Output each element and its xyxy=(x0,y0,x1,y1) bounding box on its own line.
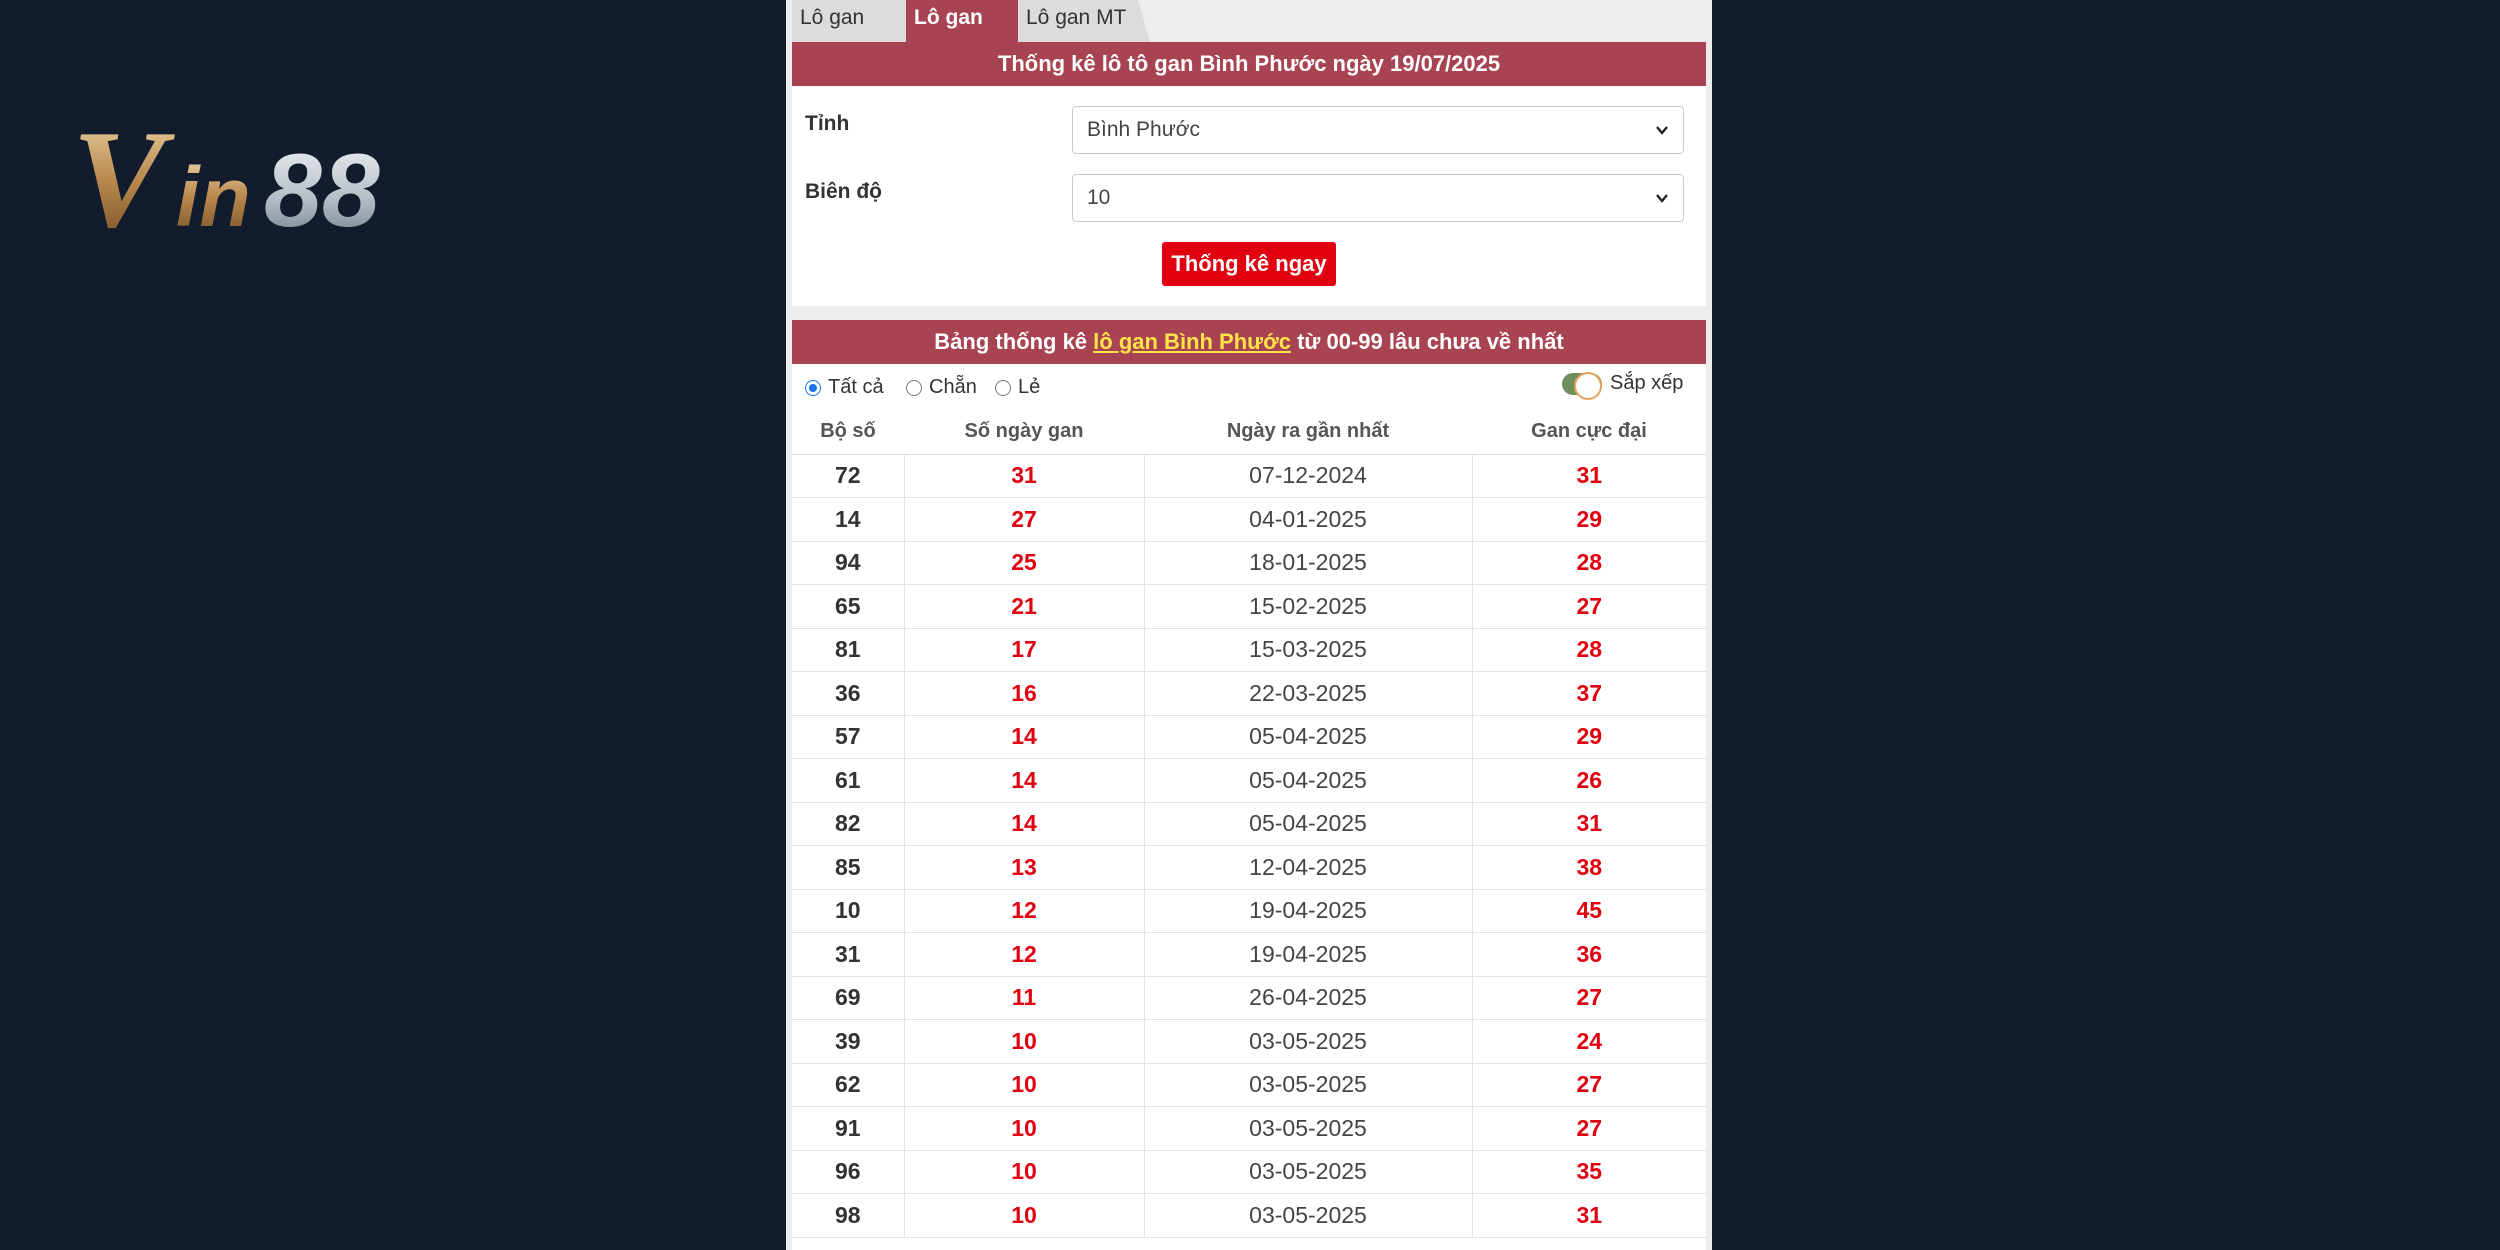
cell-last-date: 03-05-2025 xyxy=(1144,1150,1472,1194)
cell-gan-days: 25 xyxy=(904,541,1144,585)
cell-number: 31 xyxy=(792,933,904,977)
cell-gan-days: 10 xyxy=(904,1194,1144,1238)
table-row xyxy=(792,1150,1706,1194)
cell-number: 69 xyxy=(792,976,904,1020)
province-select[interactable] xyxy=(1072,106,1684,154)
cell-max-gan: 37 xyxy=(1472,672,1706,716)
cell-last-date: 05-04-2025 xyxy=(1144,759,1472,803)
cell-gan-days: 10 xyxy=(904,1150,1144,1194)
cell-gan-days: 10 xyxy=(904,1107,1144,1151)
cell-gan-days: 16 xyxy=(904,672,1144,716)
table-title-suffix: từ 00-99 lâu chưa về nhất xyxy=(1297,329,1564,354)
cell-last-date: 04-01-2025 xyxy=(1144,498,1472,542)
range-row xyxy=(792,170,1706,220)
radio-unchecked-icon xyxy=(906,380,922,396)
table-header-row xyxy=(792,410,1706,454)
cell-last-date: 03-05-2025 xyxy=(1144,1194,1472,1238)
radio-unchecked-icon xyxy=(995,380,1011,396)
cell-number: 62 xyxy=(792,1063,904,1107)
table-row xyxy=(792,1063,1706,1107)
table-title-prefix: Bảng thống kê xyxy=(934,329,1088,354)
filter-all-radio[interactable] xyxy=(805,376,884,399)
province-row xyxy=(792,102,1706,152)
cell-number: 72 xyxy=(792,454,904,498)
col-header-max-gan: Gan cực đại xyxy=(1472,410,1706,454)
cell-max-gan: 27 xyxy=(1472,1107,1706,1151)
table-row xyxy=(792,1194,1706,1238)
cell-gan-days: 14 xyxy=(904,759,1144,803)
radio-checked-icon xyxy=(805,380,821,396)
stats-form-title: Thống kê lô tô gan Bình Phước ngày 19/07/2025 xyxy=(792,42,1706,86)
svg-text:88: 88 xyxy=(264,133,380,245)
table-row xyxy=(792,1107,1706,1151)
content-panel xyxy=(786,0,1712,1250)
table-row xyxy=(792,454,1706,498)
cell-number: 81 xyxy=(792,628,904,672)
cell-number: 36 xyxy=(792,672,904,716)
cell-gan-days: 13 xyxy=(904,846,1144,890)
cell-last-date: 19-04-2025 xyxy=(1144,933,1472,977)
cell-max-gan: 45 xyxy=(1472,889,1706,933)
cell-last-date: 03-05-2025 xyxy=(1144,1107,1472,1151)
cell-number: 57 xyxy=(792,715,904,759)
cell-max-gan: 26 xyxy=(1472,759,1706,803)
table-row xyxy=(792,802,1706,846)
cell-max-gan: 31 xyxy=(1472,802,1706,846)
cell-gan-days: 12 xyxy=(904,889,1144,933)
vin88-logo[interactable] xyxy=(68,110,458,245)
cell-number: 85 xyxy=(792,846,904,890)
cell-number: 65 xyxy=(792,585,904,629)
region-tabs xyxy=(792,0,1706,42)
cell-number: 98 xyxy=(792,1194,904,1238)
cell-max-gan: 28 xyxy=(1472,628,1706,672)
cell-gan-days: 10 xyxy=(904,1020,1144,1064)
table-row xyxy=(792,1020,1706,1064)
filter-bar xyxy=(792,364,1706,410)
cell-max-gan: 28 xyxy=(1472,541,1706,585)
table-row xyxy=(792,585,1706,629)
cell-number: 10 xyxy=(792,889,904,933)
cell-gan-days: 14 xyxy=(904,715,1144,759)
cell-number: 39 xyxy=(792,1020,904,1064)
tab-lo-gan-mt[interactable]: Lô gan MT xyxy=(1018,0,1138,42)
cell-last-date: 07-12-2024 xyxy=(1144,454,1472,498)
cell-max-gan: 36 xyxy=(1472,933,1706,977)
col-header-last-date: Ngày ra gần nhất xyxy=(1144,410,1472,454)
cell-number: 94 xyxy=(792,541,904,585)
stats-table-card xyxy=(792,320,1706,1250)
chevron-down-icon xyxy=(1655,123,1669,137)
cell-number: 96 xyxy=(792,1150,904,1194)
table-row xyxy=(792,759,1706,803)
cell-max-gan: 27 xyxy=(1472,1063,1706,1107)
cell-last-date: 22-03-2025 xyxy=(1144,672,1472,716)
cell-last-date: 05-04-2025 xyxy=(1144,802,1472,846)
cell-gan-days: 17 xyxy=(904,628,1144,672)
toggle-switch-icon xyxy=(1562,373,1602,395)
table-title-link[interactable]: lô gan Bình Phước xyxy=(1093,329,1291,354)
cell-number: 82 xyxy=(792,802,904,846)
cell-max-gan: 29 xyxy=(1472,498,1706,542)
filter-odd-label: Lẻ xyxy=(1018,376,1041,398)
stats-form-card xyxy=(792,42,1706,306)
table-row xyxy=(792,933,1706,977)
cell-gan-days: 14 xyxy=(904,802,1144,846)
table-row xyxy=(792,889,1706,933)
cell-last-date: 19-04-2025 xyxy=(1144,889,1472,933)
cell-gan-days: 31 xyxy=(904,454,1144,498)
cell-max-gan: 31 xyxy=(1472,1194,1706,1238)
svg-text:V: V xyxy=(72,110,166,245)
table-row xyxy=(792,498,1706,542)
lo-gan-table xyxy=(792,410,1706,1238)
cell-max-gan: 27 xyxy=(1472,585,1706,629)
filter-even-radio[interactable] xyxy=(906,376,977,399)
cell-last-date: 03-05-2025 xyxy=(1144,1063,1472,1107)
range-value: 10 xyxy=(1087,186,1111,209)
province-label: Tỉnh xyxy=(805,112,850,135)
col-header-number: Bộ số xyxy=(792,410,904,454)
cell-last-date: 05-04-2025 xyxy=(1144,715,1472,759)
sort-toggle[interactable] xyxy=(1562,372,1683,395)
cell-last-date: 18-01-2025 xyxy=(1144,541,1472,585)
sort-label: Sắp xếp xyxy=(1610,372,1684,394)
cell-gan-days: 11 xyxy=(904,976,1144,1020)
cell-number: 91 xyxy=(792,1107,904,1151)
tab-lo-gan-mb[interactable]: Lô gan xyxy=(792,0,906,42)
chevron-down-icon xyxy=(1655,191,1669,205)
range-label: Biên độ xyxy=(805,180,882,203)
table-row xyxy=(792,846,1706,890)
table-title xyxy=(792,320,1706,364)
cell-gan-days: 27 xyxy=(904,498,1144,542)
filter-even-label: Chẵn xyxy=(929,376,977,398)
range-select[interactable] xyxy=(1072,174,1684,222)
table-row xyxy=(792,541,1706,585)
cell-max-gan: 24 xyxy=(1472,1020,1706,1064)
cell-last-date: 12-04-2025 xyxy=(1144,846,1472,890)
vin88-logo-icon xyxy=(68,110,458,245)
submit-stats-button[interactable]: Thống kê ngay xyxy=(1162,242,1336,286)
cell-last-date: 26-04-2025 xyxy=(1144,976,1472,1020)
cell-max-gan: 29 xyxy=(1472,715,1706,759)
province-value: Bình Phước xyxy=(1087,118,1201,141)
cell-max-gan: 31 xyxy=(1472,454,1706,498)
col-header-gan-days: Số ngày gan xyxy=(904,410,1144,454)
filter-odd-radio[interactable] xyxy=(995,376,1040,399)
cell-last-date: 03-05-2025 xyxy=(1144,1020,1472,1064)
cell-gan-days: 21 xyxy=(904,585,1144,629)
cell-last-date: 15-02-2025 xyxy=(1144,585,1472,629)
table-body xyxy=(792,454,1706,1237)
cell-max-gan: 38 xyxy=(1472,846,1706,890)
svg-text:in: in xyxy=(176,150,251,244)
cell-last-date: 15-03-2025 xyxy=(1144,628,1472,672)
cell-max-gan: 27 xyxy=(1472,976,1706,1020)
cell-gan-days: 12 xyxy=(904,933,1144,977)
table-row xyxy=(792,715,1706,759)
table-row xyxy=(792,976,1706,1020)
cell-gan-days: 10 xyxy=(904,1063,1144,1107)
filter-all-label: Tất cả xyxy=(828,376,884,398)
tab-lo-gan-mn[interactable]: Lô gan xyxy=(906,0,1018,42)
cell-number: 61 xyxy=(792,759,904,803)
cell-number: 14 xyxy=(792,498,904,542)
table-row xyxy=(792,672,1706,716)
table-row xyxy=(792,628,1706,672)
cell-max-gan: 35 xyxy=(1472,1150,1706,1194)
